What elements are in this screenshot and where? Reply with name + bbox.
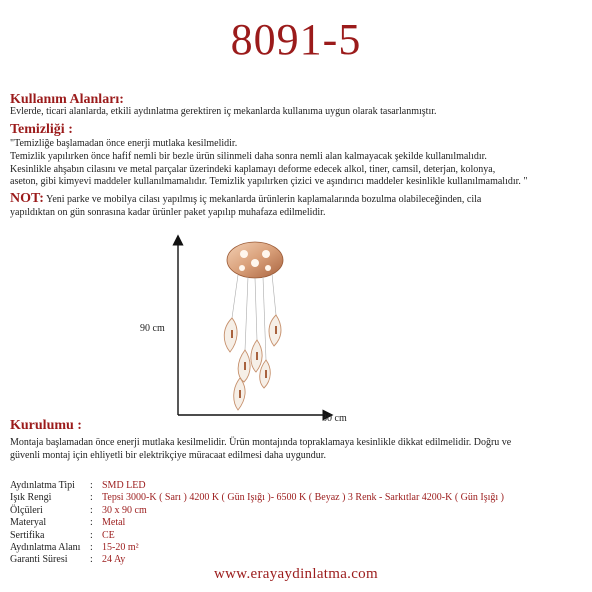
usage-text: Evlerde, ticari alanlarda, etkili aydınlatma gerektiren iç mekanlarda kullanıma uygun olarak tasarlanmıştır.	[10, 106, 437, 117]
website-link[interactable]: www.erayaydinlatma.com	[214, 566, 378, 582]
spec-label: Aydınlatma Tipi	[10, 480, 75, 491]
cleaning-line: Kesinlikle ahşabın cilasını ve metal parçalar üzerindeki kaplamayı deforme edecek alkol, tiner, camsil, deterjan, kolonya,	[10, 163, 496, 175]
cleaning-line: aseton, gibi kimyevi maddeler kullanılmamalıdır. Temizlik yapılırken çizici ve aşındırıcı maddeler kesinlikle kullanılmamalıdır. "	[10, 176, 528, 188]
pendant-lamp-illustration	[160, 230, 400, 420]
spec-row: Aydınlatma Tipi : SMD LED	[10, 480, 146, 491]
height-dimension-label: 90 cm	[140, 323, 165, 334]
install-text	[10, 437, 585, 463]
spec-value: 15-20 m²	[102, 542, 139, 554]
cleaning-line: Temizlik yapılırken önce hafif nemli bir bezle ürün silinmeli daha sonra nemli alan kalmayacak şekilde kullanılmalıdır.	[10, 150, 487, 162]
cleaning-text	[10, 138, 585, 189]
spec-label: Sertifika	[10, 529, 45, 541]
usage-heading: Kullanım Alanları:	[10, 92, 124, 107]
cleaning-line: "Temizliğe başlamadan önce enerji mutlaka kesilmelidir.	[10, 138, 238, 149]
spec-value: 30 x 90 cm	[102, 504, 147, 516]
pendant-shades	[224, 315, 281, 410]
install-heading: Kurulumu :	[10, 418, 82, 433]
note-label: NOT:	[10, 191, 44, 206]
note-line-2: yapıldıktan on gün sonrasına kadar ürünler paket yapılıp muhafaza edilmelidir.	[10, 206, 326, 218]
install-line-2: güvenli montaj için ehliyetli bir elektrikçiye müracaat edilmesi daha uygundur.	[10, 449, 327, 461]
install-line-1: Montaja başlamadan önce enerji mutlaka kesilmelidir. Ürün montajında topraklamaya kesinlikle dikkat edilmelidir. Doğru ve	[10, 437, 512, 448]
spec-row: Garanti Süresi : 24 Ay	[10, 554, 126, 566]
spec-label: Işık Rengi	[10, 492, 52, 504]
spec-value: CE	[102, 529, 115, 541]
spec-label: Aydınlatma Alanı	[10, 542, 81, 554]
spec-label: Ölçüleri	[10, 504, 43, 516]
note-block	[10, 193, 585, 220]
spec-table	[10, 480, 504, 567]
spec-row: Materyal : Metal	[10, 517, 126, 529]
product-code-title: 8091-5	[230, 15, 362, 64]
note-line-1: Yeni parke ve mobilya cilası yapılmış iç mekanlarda ürünlerin kaplamalarında bozulma olabileceğinden, cila	[46, 194, 482, 205]
spec-row: Işık Rengi : Tepsi 3000-K ( Sarı ) 4200 K ( Gün Işığı )- 6500 K ( Beyaz ) 3 Renk - Sarkıtlar 4200-K ( Gün Işığı )	[10, 492, 505, 504]
cleaning-heading: Temizliği :	[10, 122, 73, 137]
width-dimension-label: 30 cm	[322, 413, 347, 424]
spec-value: Tepsi 3000-K ( Sarı ) 4200 K ( Gün Işığı )- 6500 K ( Beyaz ) 3 Renk - Sarkıtlar 4200-K ( Gün Işığı )	[102, 492, 505, 504]
spec-row: Aydınlatma Alanı : 15-20 m²	[10, 542, 139, 554]
spec-value: 24 Ay	[102, 554, 126, 566]
spec-value: SMD LED	[102, 480, 146, 491]
spec-row: Ölçüleri : 30 x 90 cm	[10, 504, 147, 516]
spec-label: Materyal	[10, 517, 47, 529]
spec-value: Metal	[102, 517, 126, 529]
spec-label: Garanti Süresi	[10, 554, 68, 566]
spec-row: Sertifika : CE	[10, 529, 115, 541]
